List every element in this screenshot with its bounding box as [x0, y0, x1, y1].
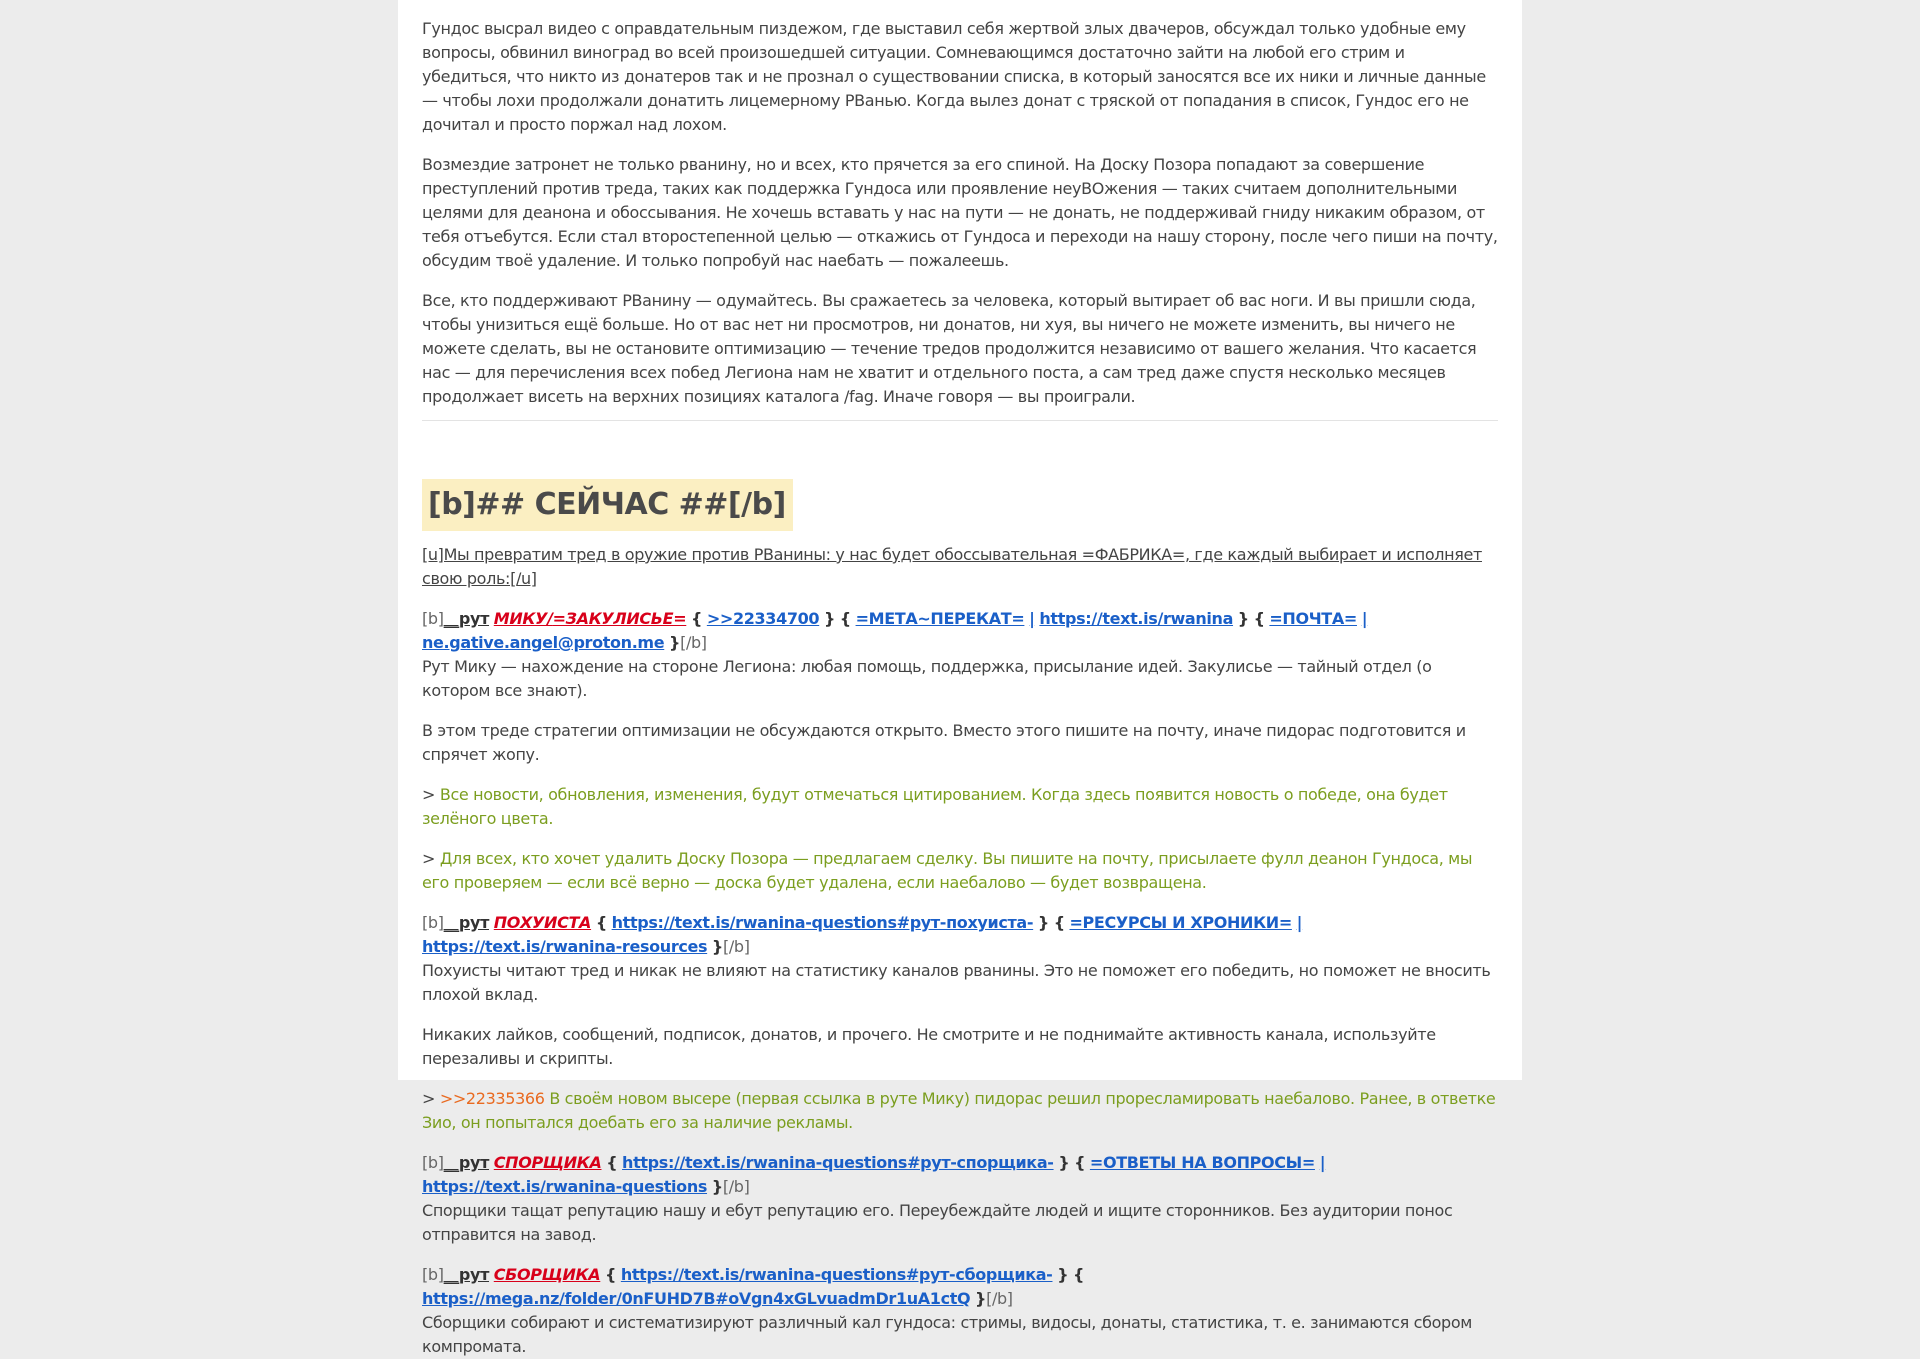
role-name-sporshchik: СПОРЩИКА — [493, 1153, 602, 1172]
role-name-miku: МИКУ/ — [493, 609, 553, 628]
role-desc-miku: Рут Мику — нахождение на стороне Легиона: любая помощь, поддержка, присылание идей. Закулисье — тайный отдел (о котором все знают). — [422, 657, 1432, 700]
role-line-miku: [b]__рут МИКУ/=ЗАКУЛИСЬЕ= { >>22334700 } { =МЕТА~ПЕРЕКАТ= | https://text.is/rwanina } { =ПОЧТА= | ne.gative.angel@proton.me }[/b] — [422, 609, 1368, 652]
quote-news: > Все новости, обновления, изменения, будут отмечаться цитированием. Когда здесь появится новость о победе, она будет зелёного цвета. — [422, 785, 1448, 828]
role-line-pohuist: [b]__рут ПОХУИСТА { https://text.is/rwanina-questions#рут-похуиста- } { =РЕСУРСЫ И ХРОНИКИ= | https://text.is/rwanina-resources }[/b] — [422, 913, 1303, 956]
intro-paragraph-3: Все, кто поддерживают РВанину — одумайтесь. Вы сражаетесь за человека, который вытирает об вас ноги. И вы пришли сюда, чтобы унизиться ещё больше. Но от вас нет ни просмотров, ни донатов, ни хуя, вы ничего не можете изменить, вы ничего не можете сделать, вы не остановите оптимизацию — течение тредов продолжится независимо от вашего желания. Что касается нас — для перечисления всех побед Легиона нам не хватит и отдельного поста, а сам тред даже спустя несколько месяцев продолжает висеть на верхних позициях каталога /fag. Иначе говоря — вы проиграли. — [422, 291, 1477, 406]
intro-paragraph-1: Гундос высрал видео с оправдательным пиздежом, где выставил себя жертвой злых двачеров, обсуждал только удобные ему вопросы, обвинил виноград во всей произошедшей ситуации. Сомневающимся достаточно зайти на любой его стрим и убедиться, что никто из донатеров так и не прознал о существовании списка, в который заносятся все их ники и личные данные — чтобы лохи продолжали донатить лицемерному РВанью. Когда вылез донат с тряской от попадания в список, Гундос его не дочитал и просто поржал над лохом. — [422, 19, 1486, 134]
role-name-pohuist: ПОХУИСТА — [493, 913, 592, 932]
pohuist-questions-link[interactable]: https://text.is/rwanina-questions#рут-похуиста- — [611, 913, 1034, 932]
email-link[interactable]: ne.gative.angel@proton.me — [422, 633, 665, 652]
quote-post-link[interactable]: >>22335366 — [439, 1089, 545, 1108]
post-body — [398, 0, 1522, 1356]
meta-link[interactable]: https://text.is/rwanina — [1039, 609, 1234, 628]
sporshchik-questions-link[interactable]: https://text.is/rwanina-questions#рут-спорщика- — [622, 1153, 1054, 1172]
mega-folder-link[interactable]: https://mega.nz/folder/0nFUHD7B#oVgn4xGLvuadmDr1uA1ctQ — [422, 1289, 971, 1308]
role-name-sborshchik: СБОРЩИКА — [493, 1265, 601, 1284]
intro-paragraph-2: Возмездие затронет не только рванину, но и всех, кто прячется за его спиной. На Доску Позора попадают за совершение преступлений против треда, таких как поддержка Гундоса или проявление неуВОжения — таких считаем дополнительными целями для деанона и обоссывания. Не хочешь вставать у нас на пути — не донать, не поддерживай гниду никаким образом, от тебя отъебутся. Если стал второстепенной целью — откажись от Гундоса и переходи на нашу сторону, после чего пиши на почту, обсудим твоё удаление. И только попробуй нас наебать — пожалеешь. — [422, 155, 1498, 270]
role-desc-sborshchik: Сборщики собирают и систематизируют различный кал гундоса: стримы, видосы, донаты, статистика, т. е. занимаются сбором компромата. — [422, 1313, 1472, 1356]
quote-deal: > Для всех, кто хочет удалить Доску Позора — предлагаем сделку. Вы пишите на почту, присылаете фулл деанон Гундоса, мы его проверяем — если всё верно — доска будет удалена, если наебалово — будет возвращена. — [422, 849, 1473, 892]
role-line-sporshchik: [b]__рут СПОРЩИКА { https://text.is/rwanina-questions#рут-спорщика- } { =ОТВЕТЫ НА ВОПРОСЫ= | https://text.is/rwanina-questions }[/b] — [422, 1153, 1326, 1196]
sborshchik-questions-link[interactable]: https://text.is/rwanina-questions#рут-сборщика- — [620, 1265, 1053, 1284]
role-note-pohuist: Никаких лайков, сообщений, подписок, донатов, и прочего. Не смотрите и не поднимайте активность канала, используйте перезаливы и скрипты. — [422, 1025, 1436, 1068]
role-desc-pohuist: Похуисты читают тред и никак не влияют на статистику каналов рванины. Это не поможет его победить, но поможет не вносить плохой вклад. — [422, 961, 1491, 1004]
role-note-miku: В этом треде стратегии оптимизации не обсуждаются открыто. Вместо этого пишите на почту, иначе пидорас подготовится и спрячет жопу. — [422, 721, 1466, 764]
post-reference-link[interactable]: >>22334700 — [706, 609, 820, 628]
role-desc-sporshchik: Спорщики тащат репутацию нашу и ебут репутацию его. Переубеждайте людей и ищите сторонников. Без аудитории понос отправится на завод. — [422, 1201, 1453, 1244]
resources-link[interactable]: https://text.is/rwanina-resources — [422, 937, 708, 956]
answers-link[interactable]: https://text.is/rwanina-questions — [422, 1177, 708, 1196]
role-line-sborshchik: [b]__рут СБОРЩИКА { https://text.is/rwanina-questions#рут-сборщика- } { https://mega.nz/folder/0nFUHD7B#oVgn4xGLvuadmDr1uA1ctQ }[/b] — [422, 1265, 1085, 1308]
quote-ad: > >>22335366 В своём новом высере (первая ссылка в руте Мику) пидорас решил прореcламировать наебалово. Ранее, в ответке Зио, он попытался доебать его за наличие рекламы. — [422, 1089, 1496, 1132]
section-heading: [b]## СЕЙЧАС ##[/b] — [422, 479, 793, 531]
section-subheading: [u]Мы превратим тред в оружие против РВанины: у нас будет обоссывательная =ФАБРИКА=, где каждый выбирает и исполняет свою роль:[/u] — [422, 545, 1482, 588]
